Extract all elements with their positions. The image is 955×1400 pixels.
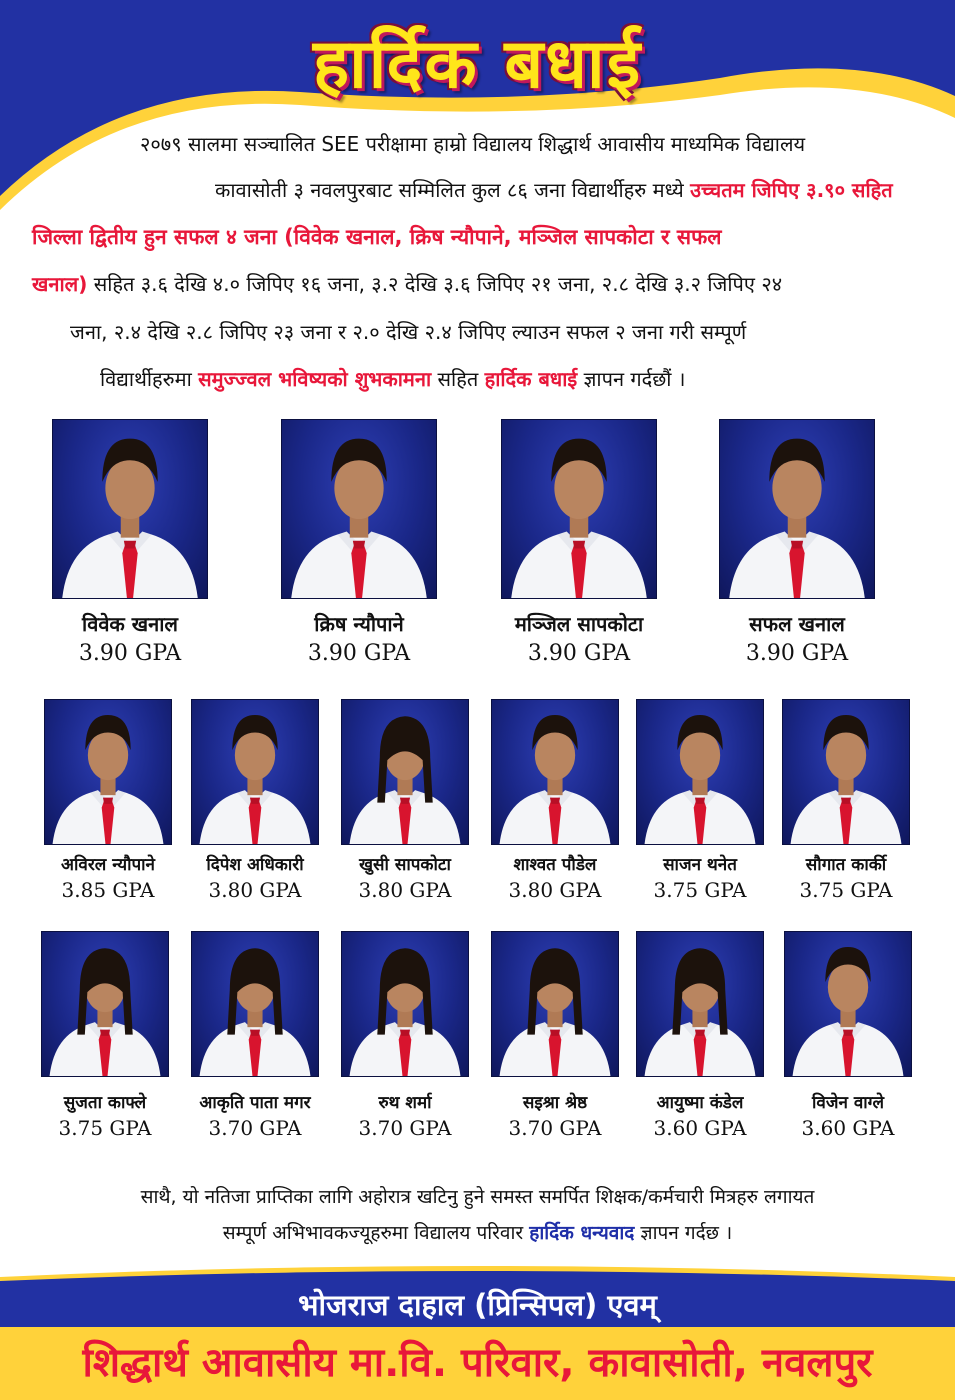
portrait-figure — [637, 700, 763, 844]
portrait-figure — [282, 420, 436, 598]
congrats-highlight: हार्दिक बधाई — [484, 367, 578, 391]
student-card — [707, 420, 887, 666]
student-photo — [492, 700, 618, 844]
student-name: अविरल न्यौपाने — [60, 855, 155, 875]
principal-line: भोजराज दाहाल (प्रिन्सिपल) एवम् — [298, 1288, 657, 1322]
student-name: आकृति पाता मगर — [199, 1093, 311, 1113]
student-photo — [192, 700, 318, 844]
portrait-figure — [53, 420, 207, 598]
intro-line-6 — [100, 365, 685, 392]
student-gpa: 3.85 GPA — [61, 878, 155, 902]
student-gpa: 3.60 GPA — [653, 1116, 747, 1140]
student-gpa: 3.90 GPA — [527, 641, 631, 666]
student-photo — [637, 932, 763, 1076]
student-card — [773, 932, 923, 1140]
thanks-highlight: हार्दिक धन्यवाद — [529, 1222, 635, 1244]
highest-gpa-highlight: उच्चतम जिपिए ३.९० सहित — [690, 178, 893, 202]
portrait-figure — [502, 420, 656, 598]
page-title: हार्दिक बधाई — [313, 25, 642, 104]
intro-line-4-highlight: खनाल) — [32, 272, 88, 296]
intro-line-2-text: कावासोती ३ नवलपुरबाट सम्मिलित कुल ८६ जना विद्यार्थीहरु मध्ये — [215, 178, 691, 202]
intro-line-4 — [32, 270, 782, 297]
student-card — [489, 420, 669, 666]
student-photo — [342, 932, 468, 1076]
student-name: रुथ शर्मा — [378, 1093, 432, 1113]
portrait-figure — [785, 932, 911, 1076]
student-gpa: 3.75 GPA — [58, 1116, 152, 1140]
student-name: शाश्वत पौडेल — [513, 855, 597, 875]
intro-line-1: २०७९ सालमा सञ्चालित SEE परीक्षामा हाम्रो विद्यालय शिद्धार्थ आवासीय माध्यमिक विद्यालय — [140, 132, 806, 156]
intro-line-2 — [215, 176, 893, 203]
portrait-figure — [342, 932, 468, 1076]
student-gpa: 3.80 GPA — [208, 878, 302, 902]
student-card — [330, 700, 480, 902]
student-name: सइश्रा श्रेष्ठ — [522, 1093, 588, 1113]
student-photo — [342, 700, 468, 844]
intro-line-6-text: विद्यार्थीहरुमा — [100, 367, 199, 391]
portrait-figure — [492, 700, 618, 844]
student-card — [269, 420, 449, 666]
portrait-figure — [45, 700, 171, 844]
student-gpa: 3.70 GPA — [358, 1116, 452, 1140]
thanks-line-1: साथै, यो नतिजा प्राप्तिका लागि अहोरात्र खटिनु हुने समस्त समर्पित शिक्षक/कर्मचारी मित्रहरु लगायत — [140, 1186, 815, 1208]
student-name: खुसी सापकोटा — [359, 855, 451, 875]
portrait-figure — [720, 420, 874, 598]
student-gpa: 3.70 GPA — [508, 1116, 602, 1140]
student-photo — [785, 932, 911, 1076]
student-gpa: 3.75 GPA — [653, 878, 747, 902]
student-photo — [282, 420, 436, 598]
student-photo — [192, 932, 318, 1076]
student-name: आयुष्मा कंडेल — [656, 1093, 744, 1113]
student-gpa: 3.90 GPA — [78, 641, 182, 666]
school-name-line: शिद्धार्थ आवासीय मा.वि. परिवार, कावासोती, नवलपुर — [82, 1340, 873, 1386]
student-name: क्रिष न्यौपाने — [314, 612, 404, 636]
student-card — [625, 700, 775, 902]
student-photo — [492, 932, 618, 1076]
student-photo — [720, 420, 874, 598]
student-card — [480, 700, 630, 902]
student-gpa: 3.90 GPA — [745, 641, 849, 666]
student-gpa: 3.70 GPA — [208, 1116, 302, 1140]
student-gpa: 3.60 GPA — [801, 1116, 895, 1140]
intro-line-4-text: सहित ३.६ देखि ४.० जिपिए १६ जना, ३.२ देखि ३.६ जिपिए २१ जना, २.८ देखि ३.२ जिपिए २४ — [87, 272, 783, 296]
student-name: विजेन वाग्ले — [812, 1093, 884, 1113]
intro-line-3: जिल्ला द्वितीय हुन सफल ४ जना (विवेक खनाल, क्रिष न्यौपाने, मञ्जिल सापकोटा र सफल — [32, 225, 722, 249]
thanks-line-2-text: सम्पूर्ण अभिभावकज्यूहरुमा विद्यालय परिवार — [222, 1222, 530, 1244]
student-gpa: 3.80 GPA — [508, 878, 602, 902]
student-card — [180, 932, 330, 1140]
student-name: मञ्जिल सापकोटा — [514, 612, 644, 636]
intro-line-6-text-c: ज्ञापन गर्दछौं । — [577, 367, 686, 391]
student-card — [330, 932, 480, 1140]
student-card — [30, 932, 180, 1140]
student-photo — [53, 420, 207, 598]
student-name: सफल खनाल — [749, 612, 845, 636]
student-name: दिपेश अधिकारी — [206, 855, 304, 875]
thanks-line-2-text-b: ज्ञापन गर्दछ । — [634, 1222, 733, 1244]
intro-line-5: जना, २.४ देखि २.८ जिपिए २३ जना र २.० देखि २.४ जिपिए ल्याउन सफल २ जना गरी सम्पूर्ण — [70, 320, 747, 344]
student-card — [33, 700, 183, 902]
portrait-figure — [783, 700, 909, 844]
intro-line-6-text-b: सहित — [431, 367, 485, 391]
student-card — [480, 932, 630, 1140]
student-name: सुजता काफ्ले — [63, 1093, 147, 1113]
portrait-figure — [637, 932, 763, 1076]
student-photo — [783, 700, 909, 844]
student-gpa: 3.90 GPA — [307, 641, 411, 666]
portrait-figure — [42, 932, 168, 1076]
portrait-figure — [192, 932, 318, 1076]
portrait-figure — [342, 700, 468, 844]
student-name: विवेक खनाल — [82, 612, 178, 636]
student-photo — [42, 932, 168, 1076]
student-name: साजन थनेत — [663, 855, 737, 875]
student-gpa: 3.75 GPA — [799, 878, 893, 902]
student-name: सौगात कार्की — [805, 855, 887, 875]
student-photo — [45, 700, 171, 844]
student-card — [180, 700, 330, 902]
student-card — [625, 932, 775, 1140]
student-card — [771, 700, 921, 902]
student-gpa: 3.80 GPA — [358, 878, 452, 902]
portrait-figure — [492, 932, 618, 1076]
portrait-figure — [192, 700, 318, 844]
thanks-line-2 — [0, 1219, 955, 1245]
student-photo — [502, 420, 656, 598]
student-card — [40, 420, 220, 666]
wishes-highlight: समुज्ज्वल भविष्यको शुभकामना — [198, 367, 432, 391]
student-photo — [637, 700, 763, 844]
